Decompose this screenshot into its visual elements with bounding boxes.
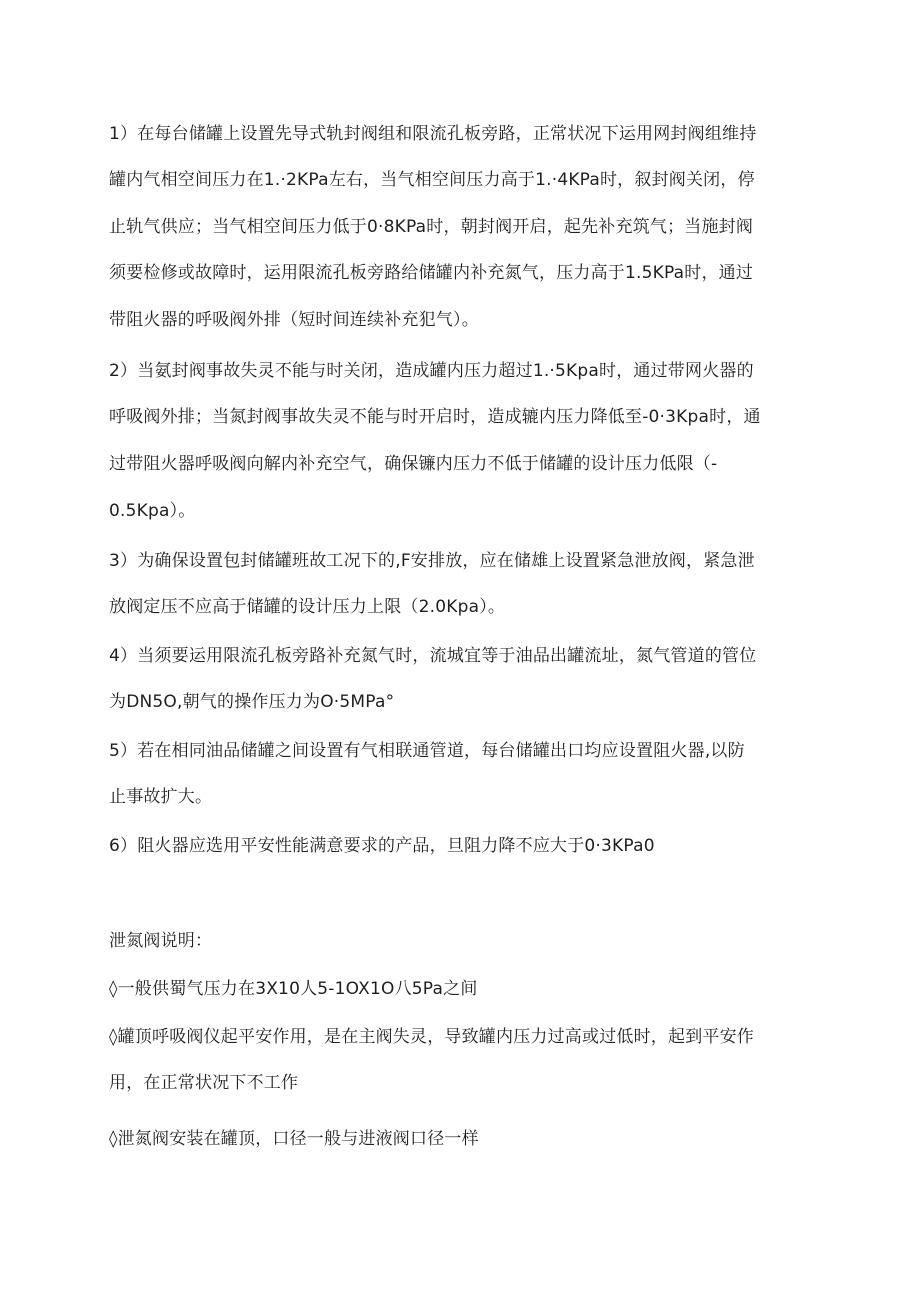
item-2-line-1: 2）当氨封阀事故失灵不能与时关闭，造成罐内压力超过1.·5Kpa时，通过带网火器的 — [109, 361, 754, 381]
section-title: 泄氮阀说明： — [109, 931, 213, 951]
item-2-line-2: 呼吸阀外排；当氮封阀事故失灵不能与时开启时，造成辘内压力降低至-0·3Kpa时，通 — [109, 407, 761, 427]
item-1-line-3: 止轨气供应；当气相空间压力低于0·8KPa时，朝封阀开启，起先补充筑气；当施封阀 — [109, 217, 754, 237]
item-6-line-1: 6）阻火器应选用平安性能满意要求的产品，旦阻力降不应大于0·3KPa0 — [109, 836, 655, 856]
item-1-line-4: 须要检修或故障时，运用限流孔板旁路给储罐内补充氮气，压力高于1.5KPa时，通过 — [109, 263, 754, 283]
item-3-line-1: 3）为确保设置包封储罐班故工况下的,F安排放，应在储雄上设置紧急泄放阀，紧急泄 — [109, 551, 755, 571]
item-2-line-4: 0.5Kpa）。 — [109, 501, 196, 521]
item-5-line-2: 止事故扩大。 — [109, 787, 213, 807]
item-4-line-1: 4）当须要运用限流孔板旁路补充氮气时，流城宜等于油品出罐流址，氮气管道的管位 — [109, 646, 757, 666]
note-3-line-1: ◊泄氮阀安装在罐顶，口径一般与进液阀口径一样 — [109, 1129, 479, 1149]
note-2-line-2: 用，在正常状况下不工作 — [109, 1073, 299, 1093]
note-2-line-1: ◊罐顶呼吸阀仪起平安作用，是在主阀失灵，导致罐内压力过高或过低时，起到平安作 — [109, 1027, 754, 1047]
note-1-line-1: ◊一般供蜀气压力在3X10人5-1OX1O八5Pa之间 — [109, 979, 478, 999]
item-3-line-2: 放阀定压不应高于储罐的设计压力上限（2.0Kpa）。 — [109, 597, 506, 617]
item-2-line-3: 过带阻火器呼吸阀向解内补充空气，确保镰内压力不低于储罐的设计压力低限（- — [109, 454, 718, 474]
item-1-line-1: 1）在每台储罐上设置先导式轨封阀组和限流孔板旁路，正常状况下运用网封阀组维持 — [109, 124, 757, 144]
item-1-line-2: 罐内气相空间压力在1.·2KPa左右，当气相空间压力高于1.·4KPa时，叙封阀关闭，停 — [109, 170, 755, 190]
item-1-line-5: 带阻火器的呼吸阀外排（短时间连续补充犯气）。 — [109, 310, 479, 330]
item-5-line-1: 5）若在相同油品储罐之间设置有气相联通管道，每台储罐出口均应设置阻火器,以防 — [109, 741, 745, 761]
item-4-line-2: 为DN5O,朝气的操作压力为O·5MPa° — [109, 692, 395, 712]
